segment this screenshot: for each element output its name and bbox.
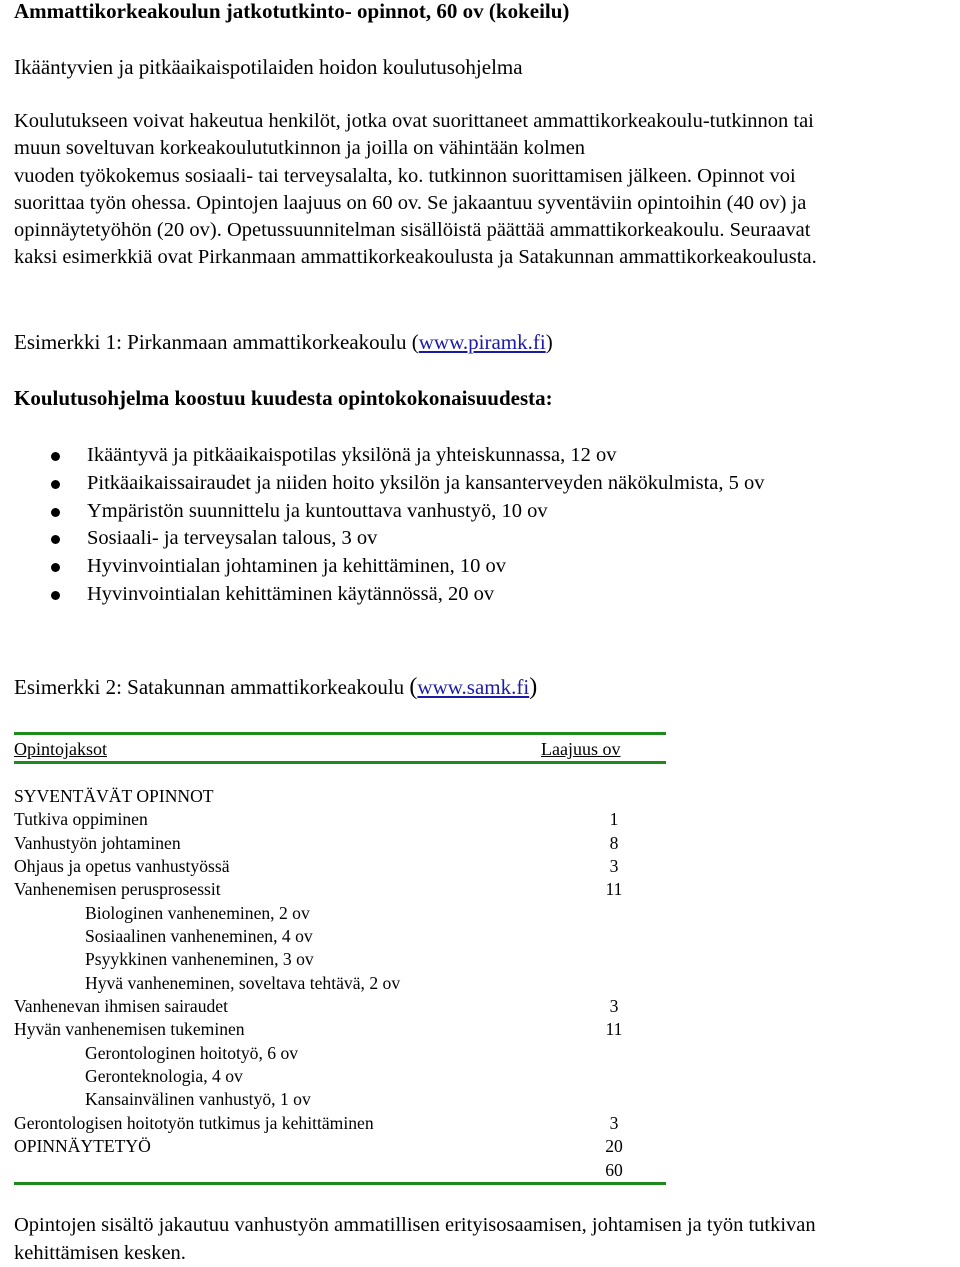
course-credits: 20 <box>605 1136 623 1157</box>
intro-line: kaksi esimerkkiä ovat Pirkanmaan ammattikorkeakoulusta ja Satakunnan ammattikorkeakoulusta. <box>14 246 817 269</box>
course-name: Kansainvälinen vanhustyö, 1 ov <box>85 1089 311 1110</box>
closing-line: kehittämisen kesken. <box>14 1242 186 1264</box>
program-heading: Koulutusohjelma koostuu kuudesta opintokokonaisuudesta: <box>14 386 553 410</box>
column-header-credits: Laajuus ov <box>541 739 621 759</box>
list-item-text: Hyvinvointialan kehittäminen käytännössä, 20 ov <box>87 582 495 605</box>
bullet-icon <box>51 508 60 517</box>
closing-paragraph <box>14 1211 960 1267</box>
table-row <box>14 1112 666 1135</box>
course-credits: 60 <box>605 1159 623 1180</box>
course-credits: 11 <box>605 1019 623 1040</box>
table-row <box>14 808 666 831</box>
list-item-text: Pitkäaikaissairaudet ja niiden hoito yksilön ja kansanterveyden näkökulmista, 5 ov <box>87 471 765 494</box>
bullet-icon <box>51 591 60 600</box>
intro-line: vuoden työkokemus sosiaali- tai terveysalalta, ko. tutkinnon suorittamisen jälkeen. Opinnot voi <box>14 164 796 187</box>
table-row <box>14 855 666 878</box>
bullet-icon <box>51 452 60 461</box>
list-item <box>0 498 765 526</box>
table-row <box>14 878 666 901</box>
course-credits: 1 <box>609 809 619 830</box>
intro-line: suorittaa työn ohessa. Opintojen laajuus on 60 ov. Se jakaantuu syventäviin opintoihin (40 ov) ja <box>14 191 807 214</box>
piramk-link[interactable]: www.piramk.fi <box>418 330 546 354</box>
table-row <box>14 972 666 995</box>
intro-line: opinnäytetyöhön (20 ov). Opetussuunnitelman sisällöistä päättää ammattikorkeakoulu. Seuraavat <box>14 219 811 242</box>
bullet-icon <box>51 535 60 544</box>
course-name: SYVENTÄVÄT OPINNOT <box>14 786 214 806</box>
list-item <box>0 470 765 498</box>
course-name: Vanhenemisen perusprosessit <box>14 879 221 900</box>
example-2-close-paren: ) <box>529 674 538 700</box>
example-2-open-paren: ( <box>409 674 418 700</box>
table-row <box>14 902 666 925</box>
course-name: Sosiaalinen vanheneminen, 4 ov <box>85 926 313 947</box>
list-item-text: Ikääntyvä ja pitkäaikaispotilas yksilönä ja yhteiskunnassa, 12 ov <box>87 444 617 466</box>
column-header-course: Opintojaksot <box>14 739 107 759</box>
table-row <box>14 1088 666 1111</box>
example-1-suffix: ) <box>545 330 553 354</box>
table-row <box>14 1018 666 1041</box>
course-name: Vanhustyön johtaminen <box>14 832 181 853</box>
course-credits: 3 <box>609 996 619 1017</box>
table-row <box>14 1065 666 1088</box>
table-header-rule <box>14 761 666 764</box>
course-name: Tutkiva oppiminen <box>14 809 148 830</box>
course-name: Psyykkinen vanheneminen, 3 ov <box>85 949 314 970</box>
closing-line: Opintojen sisältö jakautuu vanhustyön ammatillisen erityisosaamisen, johtamisen ja työn tutkivan <box>14 1214 816 1236</box>
course-credits: 8 <box>609 832 619 853</box>
course-credits: 3 <box>609 1112 619 1133</box>
table-row <box>14 1159 666 1182</box>
example-1-prefix: Esimerkki 1: Pirkanmaan ammattikorkeakoulu ( <box>14 330 419 354</box>
table-row <box>14 785 666 808</box>
intro-line: Koulutukseen voivat hakeutua henkilöt, jotka ovat suorittaneet ammattikorkeakoulu-tutkinnon tai <box>14 110 814 132</box>
table-row <box>14 1135 666 1158</box>
table-row <box>14 925 666 948</box>
course-name: Hyvä vanheneminen, soveltava tehtävä, 2 ov <box>85 972 401 993</box>
course-name: Vanhenevan ihmisen sairaudet <box>14 996 228 1017</box>
course-name: Gerontologinen hoitotyö, 6 ov <box>85 1042 299 1063</box>
course-name: Ohjaus ja opetus vanhustyössä <box>14 856 230 877</box>
program-list <box>0 442 765 609</box>
course-name: Biologinen vanheneminen, 2 ov <box>85 902 310 923</box>
example-1-heading <box>14 329 553 355</box>
example-2-prefix: Esimerkki 2: Satakunnan ammattikorkeakoulu <box>14 675 410 699</box>
table-row <box>14 995 666 1018</box>
course-name: Geronteknologia, 4 ov <box>85 1066 243 1087</box>
intro-paragraph <box>14 108 960 272</box>
example-2-heading <box>14 673 537 701</box>
list-item-text: Sosiaali- ja terveysalan talous, 3 ov <box>87 527 378 550</box>
program-subtitle: Ikääntyvien ja pitkäaikaispotilaiden hoidon koulutusohjelma <box>14 55 523 79</box>
samk-link[interactable]: www.samk.fi <box>417 675 530 699</box>
table-row <box>14 1042 666 1065</box>
list-item <box>0 442 765 470</box>
course-name: Hyvän vanhenemisen tukeminen <box>14 1019 245 1040</box>
intro-line: muun soveltuvan korkeakoulututkinnon ja joilla on vähintään kolmen <box>14 137 586 160</box>
list-item <box>0 553 765 581</box>
course-table <box>14 785 666 1182</box>
course-name: OPINNÄYTETYÖ <box>14 1136 151 1157</box>
course-credits: 3 <box>609 856 619 877</box>
table-bottom-rule <box>14 1182 666 1185</box>
list-item-text: Ympäristön suunnittelu ja kuntouttava vanhustyö, 10 ov <box>87 499 548 522</box>
table-row <box>14 948 666 971</box>
bullet-icon <box>51 480 60 489</box>
bullet-icon <box>51 563 60 572</box>
table-top-rule <box>14 732 666 735</box>
list-item <box>0 525 765 553</box>
course-name: Gerontologisen hoitotyön tutkimus ja kehittäminen <box>14 1112 374 1133</box>
list-item-text: Hyvinvointialan johtaminen ja kehittäminen, 10 ov <box>87 555 507 578</box>
table-row <box>14 832 666 855</box>
course-credits: 11 <box>605 879 623 900</box>
list-item <box>0 581 765 609</box>
document-title: Ammattikorkeakoulun jatkotutkinto- opinnot, 60 ov (kokeilu) <box>14 0 570 23</box>
